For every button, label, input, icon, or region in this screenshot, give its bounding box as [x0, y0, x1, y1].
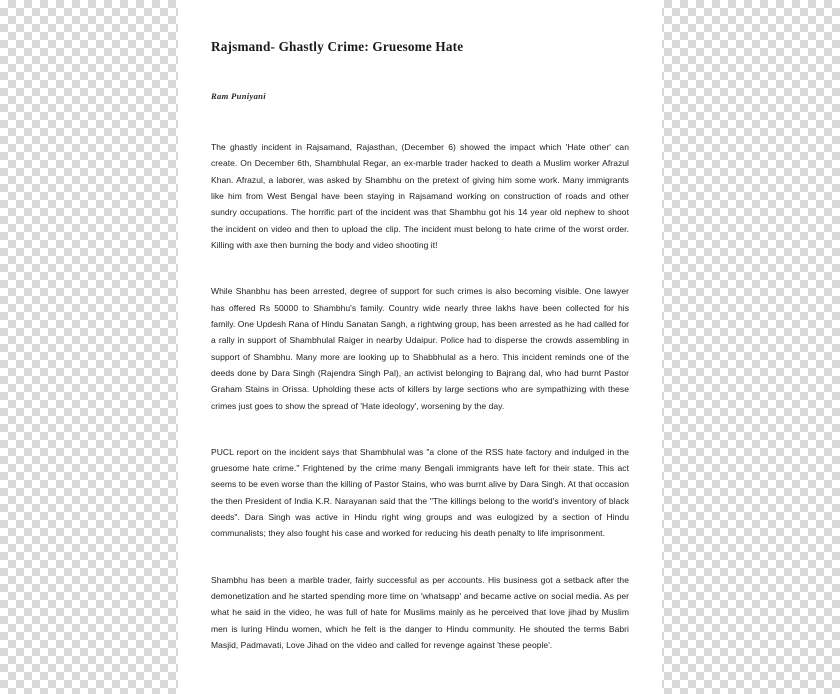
- body-paragraph-4: Shambhu has been a marble trader, fairly successful as per accounts. His business got a setback after the demonetization and he started spending more time on 'whatsapp' and became active on social media. As per what he said in the video, he was full of hate for Muslims mainly as he perceived that love jihad by Muslim men is luring Hindu women, which he felt is the danger to Hindu community. He shouted the terms Babri Masjid, Padmavati, Love Jihad on the video and called for revenge against 'these people'.: [211, 574, 629, 650]
- body-paragraph-2: While Shanbhu has been arrested, degree of support for such crimes is also becoming visible. One lawyer has offered Rs 50000 to Shambhu's family. Country wide nearly three lakhs have been collected for his family. One Updesh Rana of Hindu Sanatan Sangh, a rightwing group, has been arrested as he had called for a rally in support of Shambhulal Raiger in nearby Udaipur. Police had to disperse the crowds assembling in support of Shambhu. Many more are looking up to Shabbhulal as a hero. This incident reminds one of the deeds done by Dara Singh (Rajendra Singh Pal), an activist belonging to Bajrang dal, who had burnt Pastor Graham Stains in Orissa. Upholding these acts of killers by large sections who are sympathizing with these crimes just goes to show the spread of 'Hate ideology', worsening by the day.: [211, 286, 629, 411]
- body-paragraph-3: PUCL report on the incident says that Shambhulal was "a clone of the RSS hate factory and indulged in the gruesome hate crime." Frightened by the crime many Bengali immigrants have left for their state. This act seems to be even worse than the killing of Pastor Stains, who was burnt alive by Dara Singh. At that occasion the then President of India K.R. Narayanan said that the "The killings belong to the world's inventory of black deeds". Dara Singh was active in Hindu right wing groups and was eulogized by a section of Hindu communalists; they also fought his case and worked for reducing his death penalty to life imprisonment.: [211, 446, 629, 539]
- body-paragraph-1: The ghastly incident in Rajsamand, Rajasthan, (December 6) showed the impact which 'Hate other' can create. On December 6th, Shambhulal Regar, an ex-marble trader hacked to death a Muslim worker Afrazul Khan. Afrazul, a laborer, was asked by Shambhu on the pretext of giving him some work. Many immigrants like him from West Bengal have been staying in Rajsamand working on construction of roads and other sundry occupations. The horrific part of the incident was that Shambhu got his 14 year old nephew to shoot the incident on video and then to upload the clip. The incident must belong to hate crime of the worst order. Killing with axe then burning the body and video shooting it!: [211, 142, 629, 251]
- author-byline: Ram Puniyani: [211, 91, 266, 102]
- document-page: [178, 0, 662, 694]
- page-title: Rajsmand- Ghastly Crime: Gruesome Hate: [211, 39, 464, 54]
